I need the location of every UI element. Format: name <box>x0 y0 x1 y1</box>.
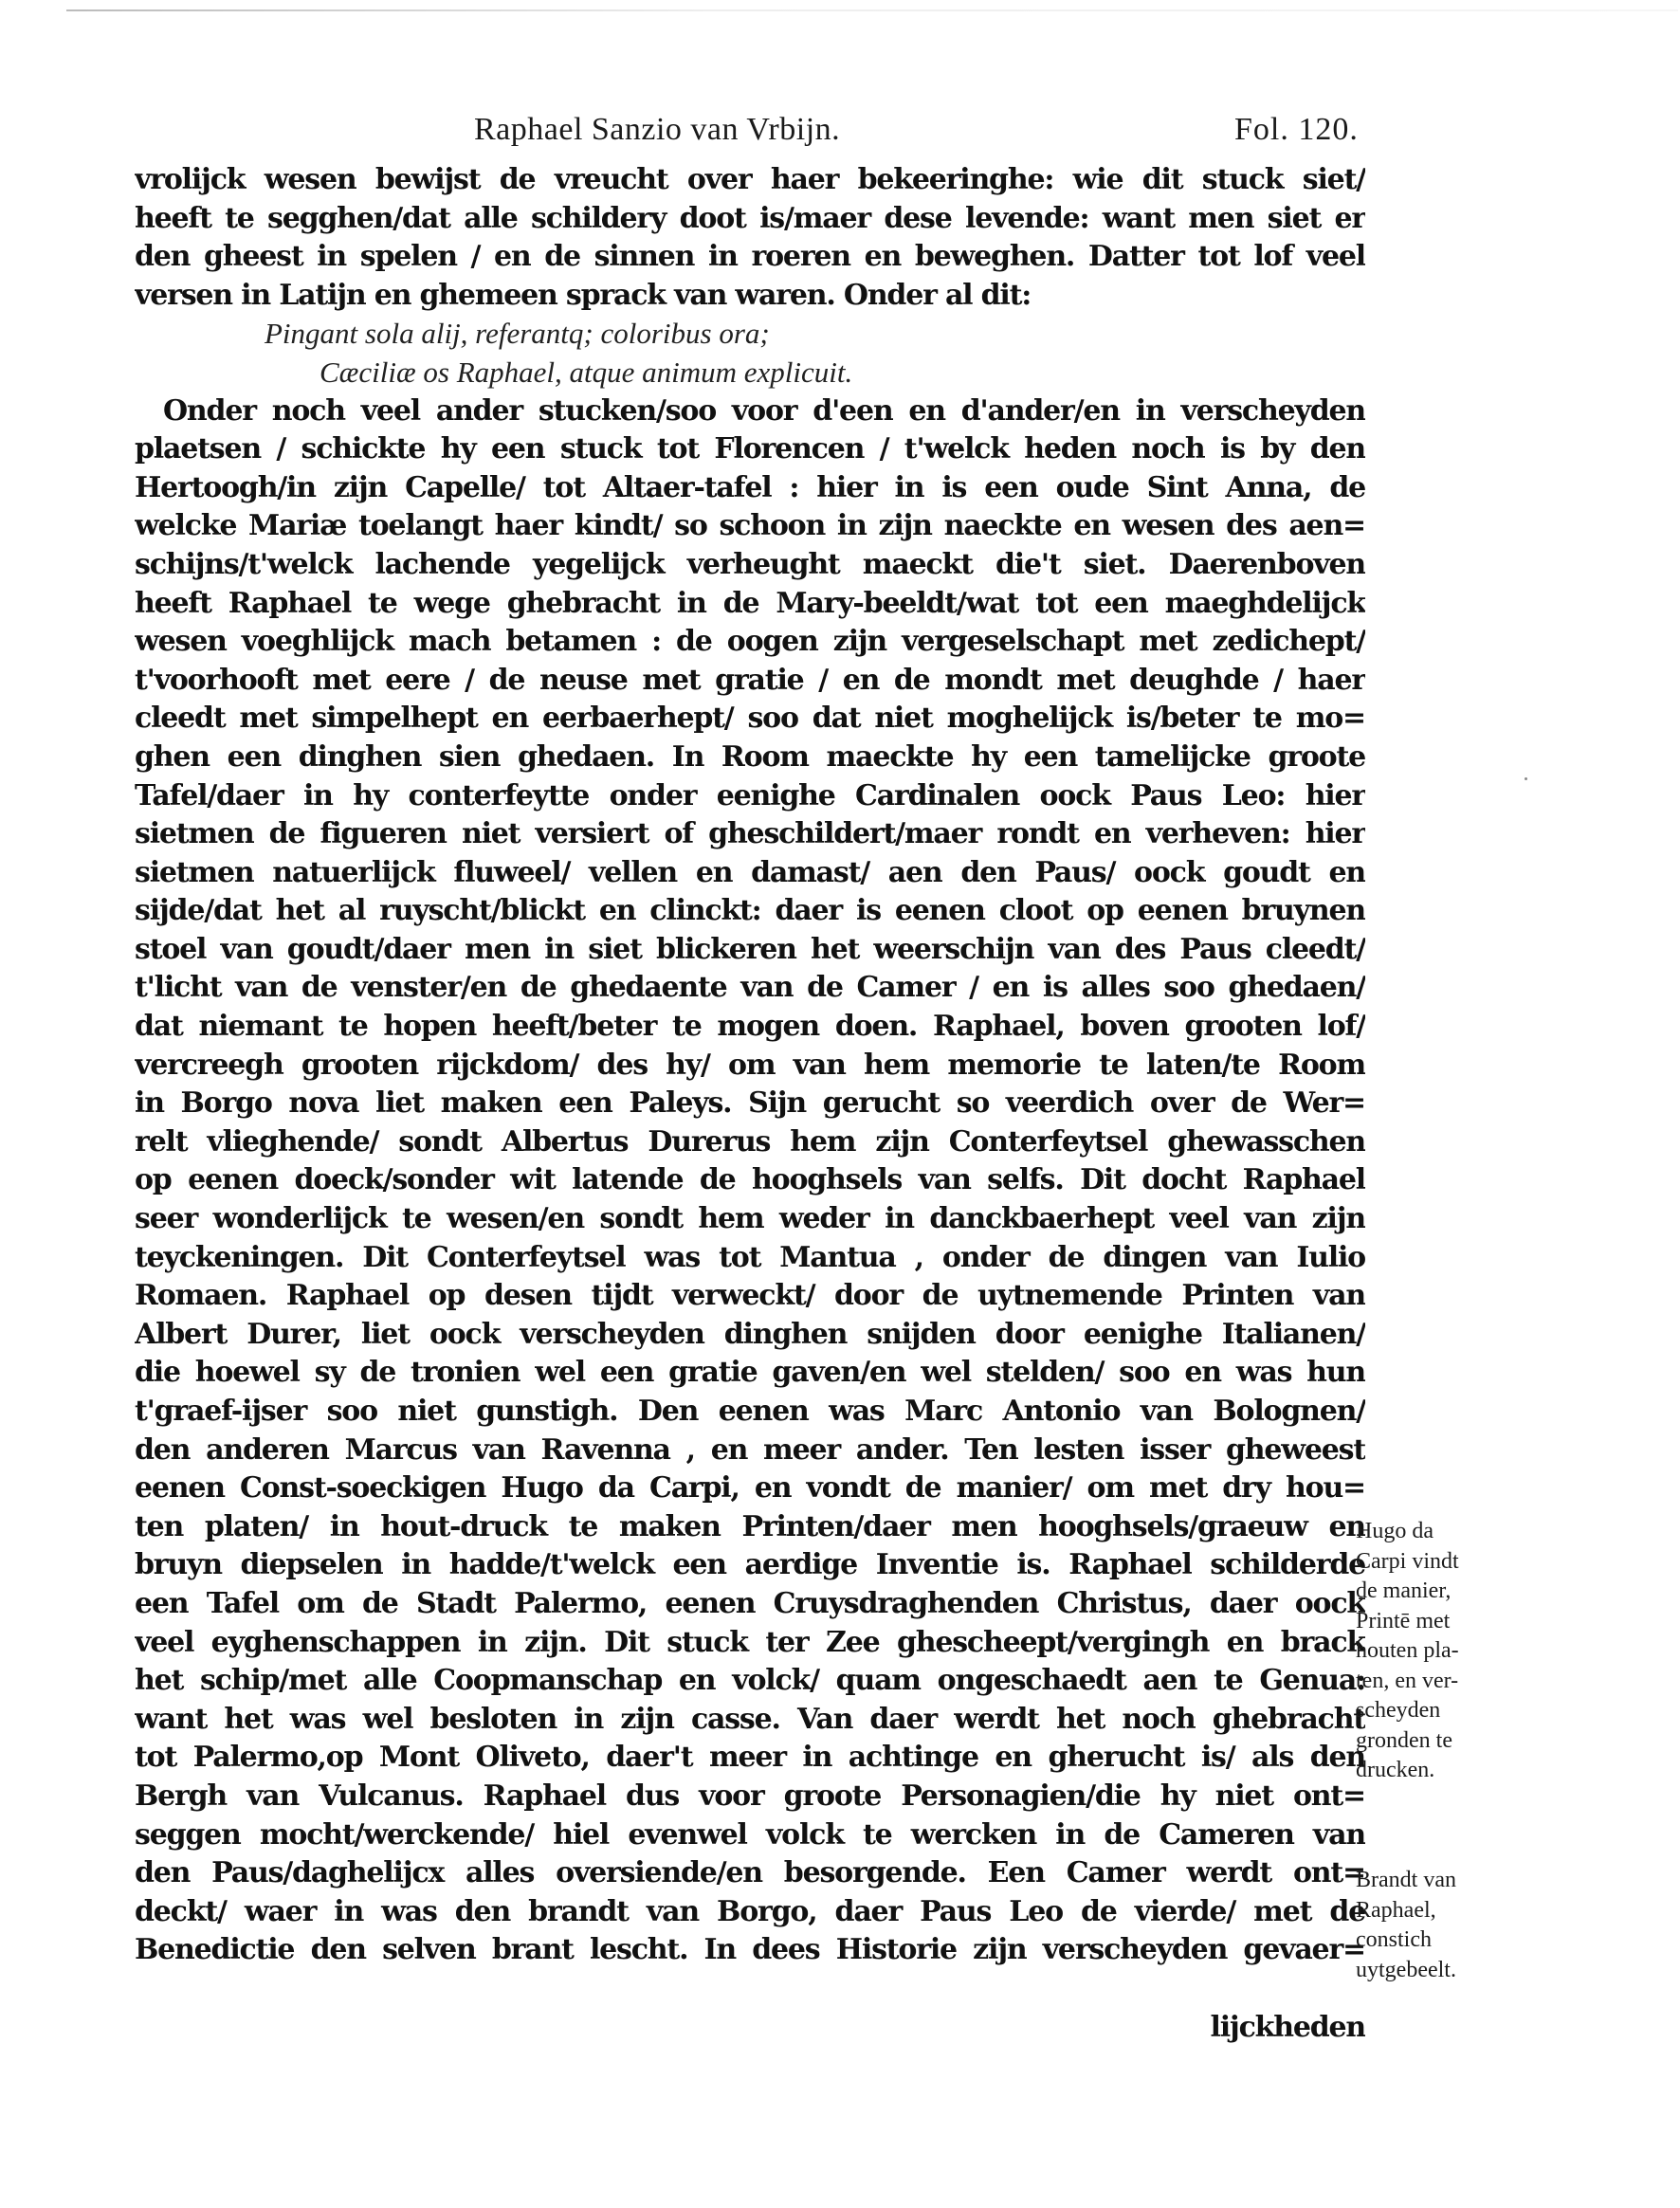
text-line: ghen een dinghen sien ghedaen. In Room maeckte hy een tamelijcke groote <box>135 739 1365 774</box>
text-line: relt vlieghende/ sondt Albertus Durerus hem zijn Conterfeytsel ghewasschen <box>135 1124 1365 1159</box>
text-line: bruyn diepselen in hadde/t'welck een aerdige Inventie is. Raphael schilderde <box>135 1548 1365 1582</box>
margin-note-line: de manier, <box>1356 1578 1452 1603</box>
margin-note-line: Carpi vindt <box>1356 1548 1459 1574</box>
text-line: tot Palermo,op Mont Oliveto, daer't meer in achtinge en gherucht is/ als den <box>135 1741 1365 1775</box>
text-line: Bergh van Vulcanus. Raphael dus voor groote Personagien/die hy niet ont= <box>135 1779 1365 1813</box>
text-line: cleedt met simpelhept en eerbaerhept/ soo dat niet moghelijck is/beter te mo= <box>135 702 1365 736</box>
text-line: teyckeningen. Dit Conterfeytsel was tot Mantua , onder de dingen van Iulio <box>135 1240 1365 1274</box>
margin-note-line: gronden te <box>1356 1727 1452 1753</box>
margin-note-hugo-da-carpi <box>1356 1517 1517 1786</box>
text-line: eenen Const-soeckigen Hugo da Carpi, en vondt de manier/ om met dry hou= <box>135 1471 1365 1505</box>
margin-note-line: ten, en ver- <box>1356 1668 1459 1693</box>
margin-note-brandt-van-raphael <box>1356 1866 1517 1985</box>
text-line: plaetsen / schickte hy een stuck tot Florencen / t'welck heden noch is by den <box>135 432 1365 466</box>
text-line: Tafel/daer in hy conterfeytte onder eenighe Cardinalen oock Paus Leo: hier <box>135 778 1365 812</box>
margin-note-line: Raphael, <box>1356 1897 1436 1923</box>
text-line: Romaen. Raphael op desen tijdt verweckt/ door de uytnemende Printen van <box>135 1279 1365 1313</box>
text-line: t'voorhooft met eere / de neuse met gratie / en de mondt met deughde / haer <box>135 663 1365 697</box>
page-edge-shadow <box>66 9 1678 11</box>
text-line: Benedictie den selven brant lescht. In dees Historie zijn verscheyden gevaer= <box>135 1933 1365 1967</box>
text-line: heeft te segghen/dat alle schildery doot is/maer dese levende: want men siet er <box>135 201 1365 235</box>
running-header <box>0 112 1680 154</box>
text-line: Albert Durer, liet oock verscheyden dinghen snijden door eenighe Italianen/ <box>135 1317 1365 1351</box>
text-line: den gheest in spelen / en de sinnen in roeren en beweghen. Datter tot lof veel <box>135 240 1365 274</box>
margin-note-line: houten pla- <box>1356 1638 1459 1663</box>
text-line: heeft Raphael te wege ghebracht in de Mary-beeldt/wat tot een maeghdelijck <box>135 586 1365 620</box>
text-line: Hertoogh/in zijn Capelle/ tot Altaer-tafel : hier in is een oude Sint Anna, de <box>135 470 1365 504</box>
text-line: sietmen natuerlijck fluweel/ vellen en damast/ aen den Paus/ oock goudt en <box>135 855 1365 889</box>
text-line: t'graef-ijser soo niet gunstigh. Den eenen was Marc Antonio van Bolognen/ <box>135 1395 1365 1428</box>
text-line: seggen mocht/werckende/ hiel evenwel volck te wercken in de Cameren van <box>135 1817 1365 1852</box>
text-line: stoel van goudt/daer men in siet blickeren het weerschijn van des Paus cleedt/ <box>135 932 1365 966</box>
text-line: sietmen de figueren niet versiert of gheschildert/maer rondt en verheven: hier <box>135 817 1365 851</box>
latin-verse-line: Cæciliæ os Raphael, atque animum explicuit. <box>320 355 853 389</box>
text-line: dat niemant te hopen heeft/beter te mogen doen. Raphael, boven grooten lof/ <box>135 1010 1365 1044</box>
text-line: want het was wel besloten in zijn casse. Van daer werdt het noch ghebracht <box>135 1702 1365 1736</box>
text-line: welcke Mariæ toelangt haer kindt/ so schoon in zijn naeckte en wesen des aen= <box>135 509 1365 543</box>
margin-note-line: Hugo da <box>1356 1519 1433 1543</box>
folio-number: Fol. 120. <box>1234 112 1359 147</box>
text-line: den anderen Marcus van Ravenna , en meer ander. Ten lesten isser gheweest <box>135 1432 1365 1467</box>
text-line: die hoewel sy de tronien wel een gratie gaven/en wel stelden/ soo en was hun <box>135 1356 1365 1390</box>
text-line: t'licht van de venster/en de ghedaente van de Camer / en is alles soo ghedaen/ <box>135 971 1365 1005</box>
margin-note-line: constich <box>1356 1927 1432 1952</box>
ink-speck <box>1525 777 1527 780</box>
text-line: seer wonderlijck te wesen/en sondt hem weder in danckbaerhept veel van zijn <box>135 1202 1365 1236</box>
margin-note-line: Brandt van <box>1356 1868 1456 1892</box>
text-line: op eenen doeck/sonder wit latende de hooghsels van selfs. Dit docht Raphael <box>135 1163 1365 1197</box>
margin-note-line: scheyden <box>1356 1698 1441 1723</box>
text-line: het schip/met alle Coopmanschap en volck/ quam ongeschaedt aen te Genua: <box>135 1664 1365 1698</box>
text-line: wesen voeghlijck mach betamen : de oogen zijn vergeselschapt met zedichept/ <box>135 625 1365 659</box>
catchword: lijckheden <box>1210 2010 1365 2044</box>
margin-note-line: uytgebeelt. <box>1356 1957 1456 1982</box>
text-line: veel eyghenschappen in zijn. Dit stuck ter Zee ghescheept/vergingh en brack <box>135 1625 1365 1659</box>
text-line: schijns/t'welck lachende yegelijck verheught maeckt die't siet. Daerenboven <box>135 547 1365 581</box>
text-line: ten platen/ in hout-druck te maken Printen/daer men hooghsels/graeuw en <box>135 1509 1365 1543</box>
text-line: vrolijck wesen bewijst de vreucht over haer bekeeringhe: wie dit stuck siet/ <box>135 163 1365 196</box>
latin-verse-line: Pingant sola alij, referantq; coloribus ora; <box>265 317 770 351</box>
text-line: versen in Latijn en ghemeen sprack van waren. Onder al dit: <box>135 278 1032 312</box>
margin-note-line: Printē met <box>1356 1608 1451 1633</box>
text-line: den Paus/daghelijcx alles oversiende/en besorgende. Een Camer werdt ont= <box>135 1856 1365 1890</box>
text-line <box>135 1970 1365 2009</box>
running-title: Raphael Sanzio van Vrbijn. <box>474 112 841 147</box>
text-line: een Tafel om de Stadt Palermo, eenen Cruysdraghenden Christus, daer oock <box>135 1586 1365 1620</box>
margin-note-line: drucken. <box>1356 1758 1435 1782</box>
text-line: deckt/ waer in was den brandt van Borgo, daer Paus Leo de vierde/ met de <box>135 1894 1365 1928</box>
text-line: vercreegh grooten rijckdom/ des hy/ om van hem memorie te laten/te Room <box>135 1048 1365 1082</box>
text-line: in Borgo nova liet maken een Paleys. Sijn gerucht so veerdich over de Wer= <box>135 1086 1365 1121</box>
text-line: sijde/dat het al ruyscht/blickt en clinckt: daer is eenen cloot op eenen bruynen <box>135 894 1365 928</box>
main-text-column <box>135 161 1365 2047</box>
paragraph-start-line: Onder noch veel ander stucken/soo voor d'een en d'ander/en in verscheyden <box>163 393 1365 428</box>
